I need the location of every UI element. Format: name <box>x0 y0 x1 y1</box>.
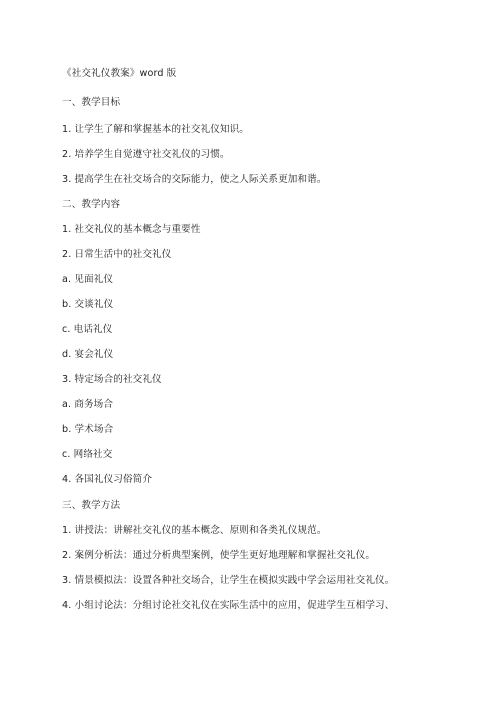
content-subitem-b: b. 交谈礼仪 <box>62 299 114 310</box>
method-item-1: 1. 讲授法：讲解社交礼仪的基本概念、原则和各类礼仪规范。 <box>62 525 327 536</box>
content-subitem-b: b. 学术场合 <box>62 424 114 435</box>
content-subitem-a: a. 商务场合 <box>62 399 114 410</box>
section-heading-methods: 三、教学方法 <box>62 500 121 511</box>
section-heading-content: 二、教学内容 <box>62 199 121 210</box>
content-subitem-c: c. 电话礼仪 <box>62 324 113 335</box>
objective-item-2: 2. 培养学生自觉遵守社交礼仪的习惯。 <box>62 149 230 160</box>
objective-item-3: 3. 提高学生在社交场合的交际能力，使之人际关系更加和谐。 <box>62 174 327 185</box>
content-subitem-d: d. 宴会礼仪 <box>62 349 114 360</box>
method-item-4: 4. 小组讨论法：分组讨论社交礼仪在实际生活中的应用，促进学生互相学习、 <box>62 600 395 611</box>
objective-item-1: 1. 让学生了解和掌握基本的社交礼仪知识。 <box>62 124 249 135</box>
section-heading-objectives: 一、教学目标 <box>62 97 121 108</box>
content-subitem-a: a. 见面礼仪 <box>62 274 114 285</box>
content-item-1: 1. 社交礼仪的基本概念与重要性 <box>62 224 201 235</box>
content-item-3: 3. 特定场合的社交礼仪 <box>62 374 162 385</box>
content-item-4: 4. 各国礼仪习俗简介 <box>62 474 153 485</box>
content-item-2: 2. 日常生活中的社交礼仪 <box>62 249 172 260</box>
method-item-3: 3. 情景模拟法：设置各种社交场合，让学生在模拟实践中学会运用社交礼仪。 <box>62 575 395 586</box>
method-item-2: 2. 案例分析法：通过分析典型案例，使学生更好地理解和掌握社交礼仪。 <box>62 550 376 561</box>
content-subitem-c: c. 网络社交 <box>62 449 113 460</box>
document-title: 《社交礼仪教案》word 版 <box>62 68 177 79</box>
